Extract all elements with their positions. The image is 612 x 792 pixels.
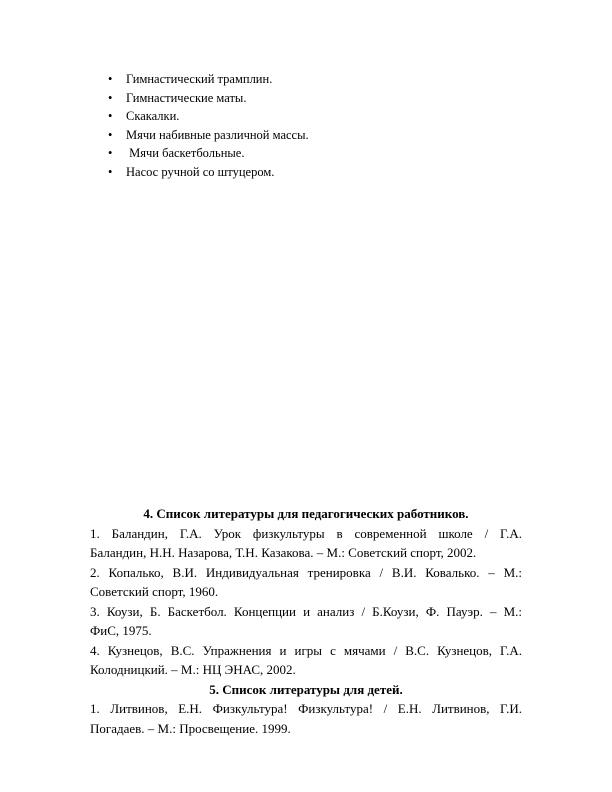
reference-item [90, 524, 522, 563]
list-item [108, 70, 538, 89]
bullet-icon: • [108, 109, 113, 123]
literature-section [90, 504, 522, 738]
reference-item [90, 699, 522, 738]
reference-line: ФиС, 1975. [90, 623, 152, 638]
reference-item [90, 641, 522, 680]
list-item-text: Насос ручной со штуцером. [126, 164, 275, 179]
reference-line: 2. Копалько, В.И. Индивидуальная тренировка / В.И. Ковалько. – М.: [90, 564, 522, 580]
reference-line: Погадаев. – М.: Просвещение. 1999. [90, 720, 291, 736]
reference-line: Баландин, Н.Н. Назарова, Т.Н. Казакова. – М.: Советский спорт, 2002. [90, 545, 477, 560]
list-item-text: Мячи баскетбольные. [126, 146, 245, 160]
teachers-literature-heading: 4. Список литературы для педагогических работников. [143, 506, 469, 521]
list-item-text: Скакалки. [126, 109, 180, 123]
bullet-icon: • [108, 90, 113, 105]
bullet-icon: • [108, 146, 113, 160]
reference-line: Колодницкий. – М.: НЦ ЭНАС, 2002. [90, 662, 296, 677]
reference-line: 3. Коузи, Б. Баскетбол. Концепции и анализ / Б.Коузи, Ф. Пауэр. – М.: [90, 603, 522, 619]
bullet-icon: • [108, 164, 113, 179]
list-item [108, 89, 538, 108]
list-item-text: Гимнастический трамплин. [126, 72, 273, 86]
reference-line: Советский спорт, 1960. [90, 584, 219, 599]
reference-line: 1. Баландин, Г.А. Урок физкультуры в современной школе / Г.А. [90, 525, 522, 541]
reference-line: 1. Литвинов, Е.Н. Физкультура! Физкультура! / Е.Н. Литвинов, Г.И. [90, 701, 522, 716]
list-item [108, 126, 538, 145]
reference-line: 4. Кузнецов, В.С. Упражнения и игры с мячами / В.С. Кузнецов, Г.А. [90, 642, 522, 658]
list-item-text: Гимнастические маты. [126, 90, 247, 105]
list-item [108, 107, 538, 126]
reference-item [90, 563, 522, 602]
reference-item [90, 602, 522, 641]
list-item [108, 163, 538, 182]
bullet-icon: • [108, 72, 113, 86]
list-item [108, 144, 538, 163]
equipment-list [108, 70, 538, 181]
bullet-icon: • [108, 127, 113, 142]
list-item-text: Мячи набивные различной массы. [126, 127, 309, 142]
children-literature-heading: 5. Список литературы для детей. [209, 681, 403, 697]
